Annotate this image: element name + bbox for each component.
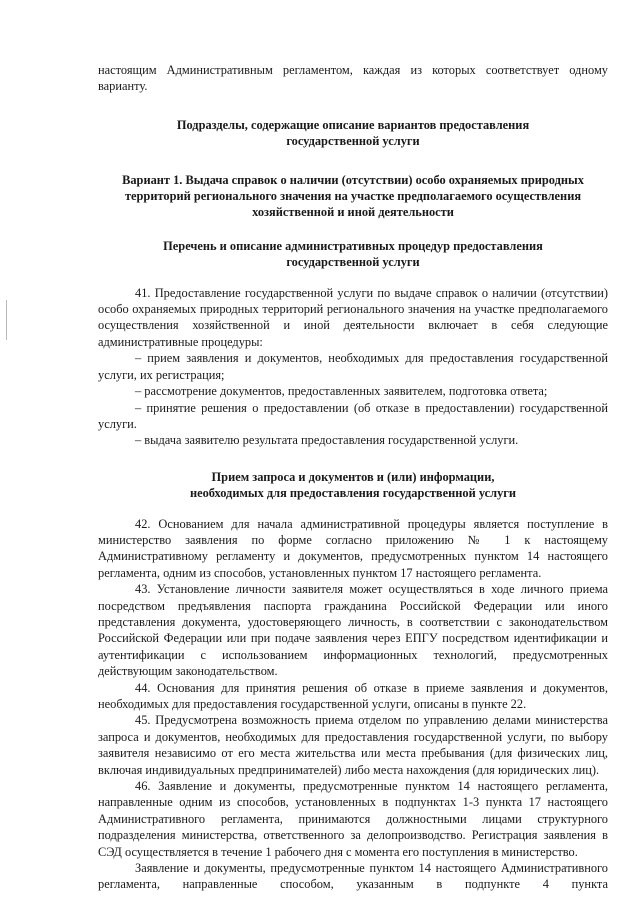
paragraph-45: 45. Предусмотрена возможность приема отделом по управлению делами министерства запроса и документов, необходимых для предоставления государственной услуги, по выбору заявителя независимо от его места жительства или места пребывания (для физических лиц, включая индивидуальных предпринимателей) либо места нахождения (для юридических лиц). (98, 713, 608, 777)
scan-edge-mark (6, 300, 7, 340)
subsections-heading-line-2: государственной услуги (286, 134, 420, 149)
paragraph-42: 42. Основанием для начала административной процедуры является поступление в министерство заявления по форме согласно приложению № 1 к настоящему Административному регламенту и документов, предусмотренных пунктом 14 настоящего регламента, одним из способов, установленных пунктом 17 настоящего регламента. (98, 516, 608, 580)
item-41-bullet: – выдача заявителю результата предоставления государственной услуги. (135, 433, 519, 448)
item-41-bullet: – прием заявления и документов, необходимых для предоставления государственной услуги, их регистрация; (98, 351, 608, 382)
item-41-text: 41. Предоставление государственной услуги по выдаче справок о наличии (отсутствии) особо охраняемых природных территорий регионального значения на участке предполагаемого осуществления хозяйственной и иной деятельности включает в себя следующие административные процедуры: (98, 285, 608, 349)
paragraph-43: 43. Установление личности заявителя может осуществляться в ходе личного приема посредством предъявления паспорта гражданина Российской Федерации или иного представления документа, удостоверяющего личность, в соответствии с законодательством Российской Федерации или при подаче заявления через ЕПГУ посредством идентификации и аутентификации с использованием информационных технологий, предусмотренных действующим законодательством. (98, 582, 608, 679)
priem-heading-line-1: Прием запроса и документов и (или) информации, (211, 469, 495, 484)
procedures-heading (98, 238, 608, 271)
paragraph-46: 46. Заявление и документы, предусмотренные пунктом 14 настоящего регламента, направленные одним из способов, установленных в подпунктах 1-3 пункта 17 настоящего Административного регламента, принимаются должностными лицами структурного подразделения министерства, ответственного за делопроизводство. Регистрация заявления в СЭД осуществляется в течение 1 рабочего дня с момента его поступления в министерство. (98, 779, 608, 859)
intro-line-1: настоящим Административным регламентом, каждая из которых соответствует одному (98, 63, 608, 77)
priem-heading-line-2: необходимых для предоставления государственной услуги (189, 486, 517, 501)
priem-heading (98, 469, 608, 502)
procedures-heading-line-2: государственной услуги (286, 255, 420, 270)
intro-line-2: варианту. (98, 79, 148, 94)
subsections-heading-line-1: Подразделы, содержащие описание вариантов предоставления (176, 117, 530, 132)
variant-heading-line-2: территорий регионального значения на участке предполагаемого осуществления (124, 189, 582, 204)
subsections-heading (98, 117, 608, 150)
item-41 (98, 285, 608, 449)
final-paragraph: Заявление и документы, предусмотренные пунктом 14 настоящего Административного регламента, направленные способом, указанным в подпункте 4 пункта (98, 861, 608, 892)
paragraphs (98, 516, 608, 893)
procedures-heading-line-1: Перечень и описание административных процедур предоставления (163, 238, 543, 253)
variant-heading-line-1: Вариант 1. Выдача справок о наличии (отсутствии) особо охраняемых природных (122, 172, 584, 187)
variant-heading (98, 172, 608, 221)
paragraph-44: 44. Основания для принятия решения об отказе в приеме заявления и документов, необходимых для предоставления государственной услуги, описаны в пункте 22. (98, 680, 608, 711)
item-41-bullet: – рассмотрение документов, предоставленных заявителем, подготовка ответа; (135, 384, 548, 399)
variant-heading-line-3: хозяйственной и иной деятельности (252, 205, 454, 220)
item-41-bullet: – принятие решения о предоставлении (об отказе в предоставлении) государственной услуги. (98, 400, 608, 431)
